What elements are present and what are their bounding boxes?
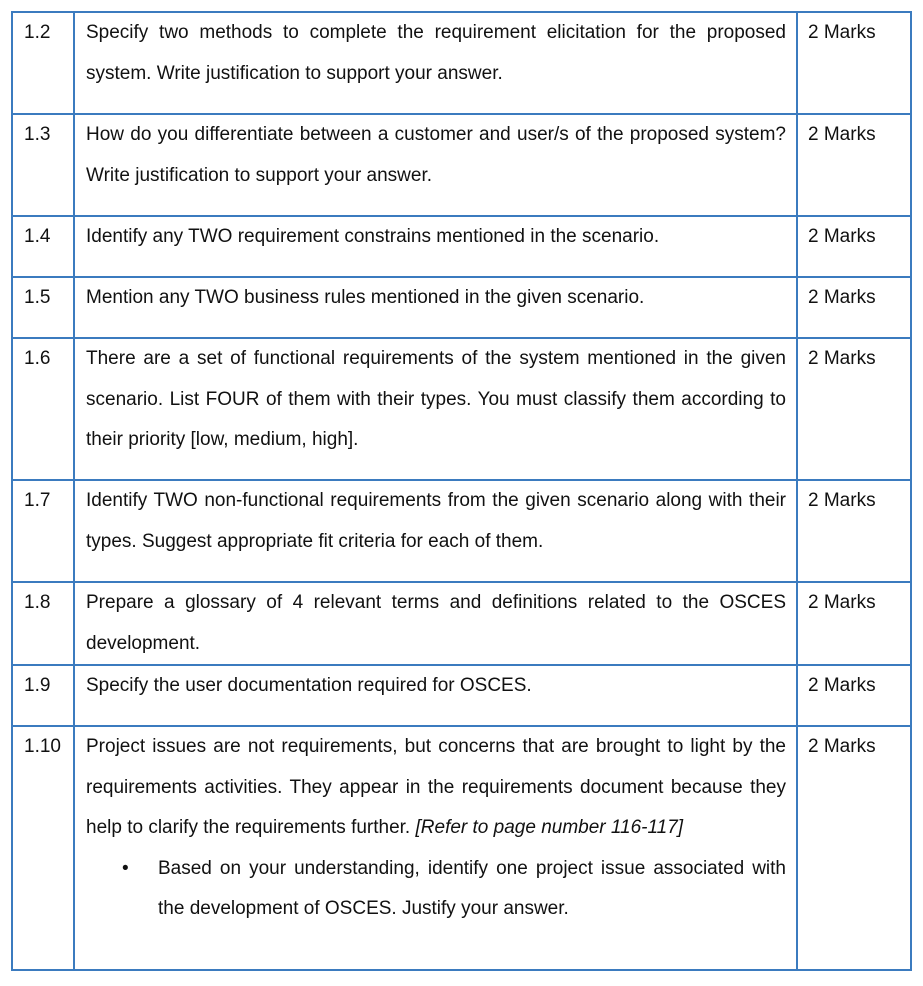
question-number: 1.5 — [12, 277, 74, 338]
question-text: Specify the user documentation required for OSCES. — [74, 665, 797, 726]
question-marks: 2 Marks — [797, 665, 911, 726]
question-text: There are a set of functional requirements of the system mentioned in the given scenario. List FOUR of them with their types. You must classify them according to their priority [low, medium, high]. — [74, 338, 797, 480]
question-text: How do you differentiate between a customer and user/s of the proposed system? Write justification to support your answer. — [74, 114, 797, 216]
question-row-1-9 — [12, 665, 911, 726]
question-row-1-6 — [12, 338, 911, 480]
question-marks: 2 Marks — [797, 216, 911, 277]
question-row-1-10 — [12, 726, 911, 970]
question-text: Prepare a glossary of 4 relevant terms and definitions related to the OSCES development. — [74, 582, 797, 665]
question-text-block — [74, 726, 797, 970]
question-marks: 2 Marks — [797, 338, 911, 480]
question-row-1-5 — [12, 277, 911, 338]
question-marks: 2 Marks — [797, 114, 911, 216]
question-number: 1.6 — [12, 338, 74, 480]
question-text: Mention any TWO business rules mentioned in the given scenario. — [74, 277, 797, 338]
question-number: 1.7 — [12, 480, 74, 582]
page-reference: [Refer to page number 116-117] — [415, 817, 684, 838]
question-row-1-8 — [12, 582, 911, 665]
question-number: 1.10 — [12, 726, 74, 970]
bullet-item: • Based on your understanding, identify one project issue associated with the development of OSCES. Justify your answer. — [158, 849, 786, 930]
question-marks: 2 Marks — [797, 582, 911, 665]
question-row-1-2 — [12, 12, 911, 114]
question-text: Identify TWO non-functional requirements from the given scenario along with their types. Suggest appropriate fit criteria for each of them. — [74, 480, 797, 582]
question-number: 1.8 — [12, 582, 74, 665]
question-marks: 2 Marks — [797, 726, 911, 970]
question-text: Identify any TWO requirement constrains mentioned in the scenario. — [74, 216, 797, 277]
question-number: 1.3 — [12, 114, 74, 216]
questions-table — [11, 11, 912, 971]
question-row-1-3 — [12, 114, 911, 216]
question-row-1-7 — [12, 480, 911, 582]
question-marks: 2 Marks — [797, 12, 911, 114]
question-text: Specify two methods to complete the requirement elicitation for the proposed system. Write justification to support your answer. — [74, 12, 797, 114]
bullet-list — [86, 849, 786, 930]
question-row-1-4 — [12, 216, 911, 277]
question-number: 1.2 — [12, 12, 74, 114]
question-number: 1.4 — [12, 216, 74, 277]
question-number: 1.9 — [12, 665, 74, 726]
question-marks: 2 Marks — [797, 277, 911, 338]
question-marks: 2 Marks — [797, 480, 911, 582]
question-text: Project issues are not requirements, but concerns that are brought to light by the requirements activities. They appear in the requirements document because they help to clarify the requirements further. — [86, 736, 786, 838]
